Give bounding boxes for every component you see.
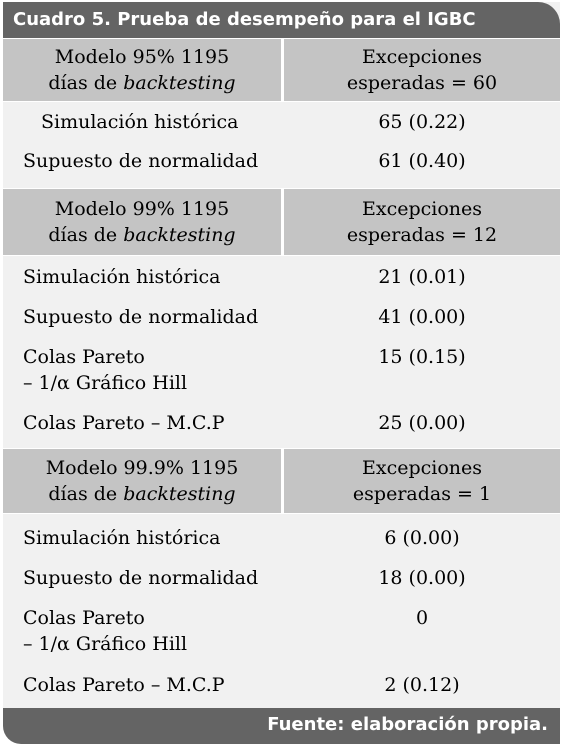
exc-line1: Excepciones (361, 46, 483, 68)
row-value: 25 (0.00) (378, 412, 466, 434)
row-value: 21 (0.01) (378, 266, 466, 288)
row-label: Simulación histórica (41, 111, 239, 133)
row-label: Simulación histórica (23, 266, 221, 288)
model-line2-prefix: días de (48, 483, 124, 505)
row-value: 6 (0.00) (384, 527, 460, 549)
row-value: 0 (415, 607, 429, 629)
row-label: Colas Pareto – M.C.P (23, 412, 225, 434)
row-label: Supuesto de normalidad (23, 150, 259, 172)
exceptions-header (284, 449, 560, 513)
row-value: 2 (0.12) (384, 674, 460, 696)
row-label: Colas Pareto – M.C.P (23, 674, 225, 696)
model-line2-italic: backtesting (123, 483, 236, 505)
table-card (3, 2, 560, 744)
exc-line1: Excepciones (361, 198, 483, 220)
row-value: 15 (0.15) (378, 346, 466, 368)
table-title: Cuadro 5. Prueba de desempeño para el IGBC (3, 2, 560, 38)
model-line2 (48, 70, 235, 96)
model-header (3, 39, 281, 101)
model-line1: Modelo 99% 1195 (54, 198, 230, 220)
row-label: Colas Pareto – 1/α Gráfico Hill (23, 346, 188, 394)
row-label: Supuesto de normalidad (23, 306, 259, 328)
model-line2 (48, 481, 235, 507)
row-value: 61 (0.40) (378, 150, 466, 172)
row-value: 41 (0.00) (378, 306, 466, 328)
exceptions-header (284, 39, 560, 101)
exceptions-header (284, 189, 560, 255)
section-header (3, 448, 560, 514)
row-value: 18 (0.00) (378, 567, 466, 589)
source-footer: Fuente: elaboración propia. (3, 708, 560, 744)
exc-line2: esperadas = 1 (352, 483, 492, 505)
model-line2-prefix: días de (48, 72, 124, 94)
row-label: Supuesto de normalidad (23, 567, 259, 589)
model-header (3, 449, 281, 513)
section-header (3, 188, 560, 256)
model-line2 (48, 222, 235, 248)
section-header (3, 38, 560, 102)
model-line1: Modelo 99.9% 1195 (45, 457, 239, 479)
row-value: 65 (0.22) (378, 111, 466, 133)
model-header (3, 189, 281, 255)
model-line2-prefix: días de (48, 224, 124, 246)
exc-line1: Excepciones (361, 457, 483, 479)
row-label: Simulación histórica (23, 527, 221, 549)
model-line2-italic: backtesting (123, 224, 236, 246)
model-line2-italic: backtesting (123, 72, 236, 94)
model-line1: Modelo 95% 1195 (54, 46, 230, 68)
exc-line2: esperadas = 12 (346, 224, 498, 246)
exc-line2: esperadas = 60 (346, 72, 498, 94)
row-label: Colas Pareto – 1/α Gráfico Hill (23, 607, 188, 655)
